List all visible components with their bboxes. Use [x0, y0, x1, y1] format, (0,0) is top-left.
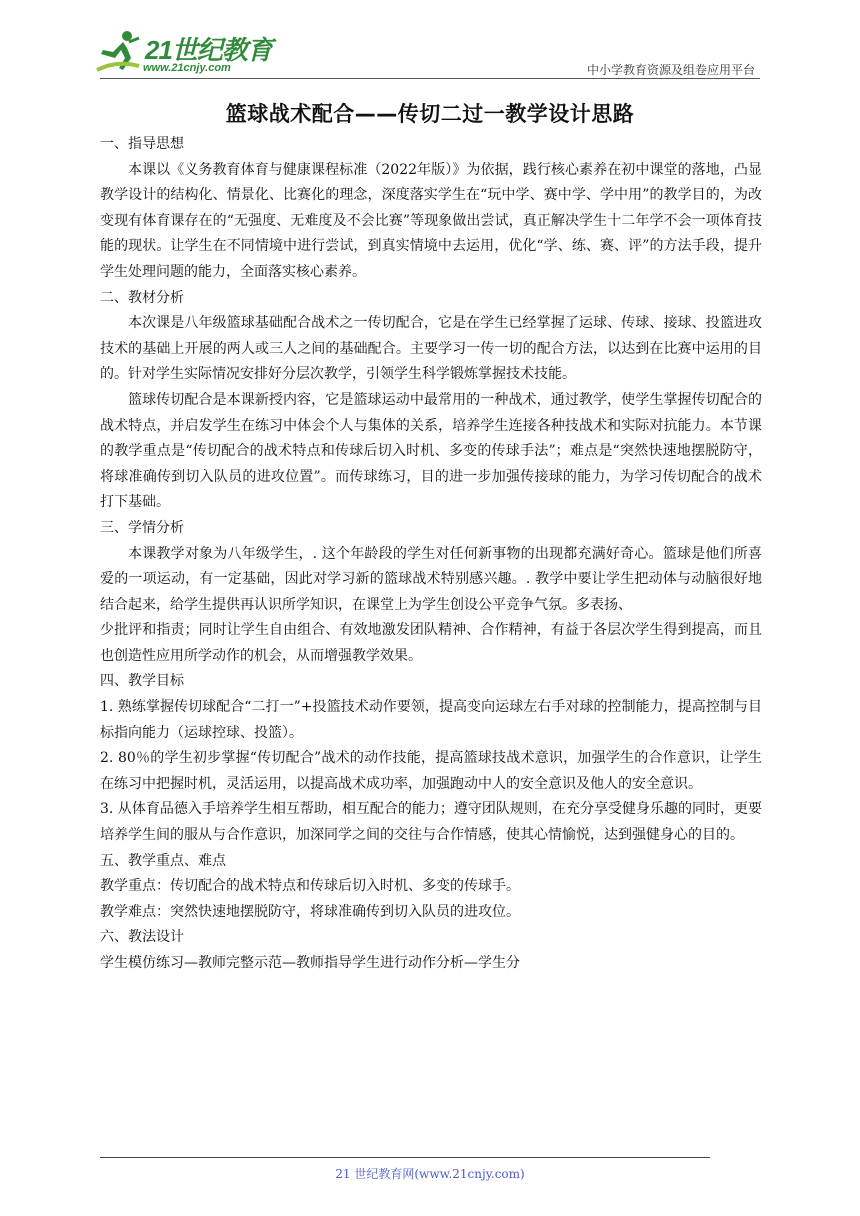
- goal-item: 2. 80％的学生初步掌握“传切配合”战术的动作技能，提高篮球技战术意识，加强学生的合作意识，让学生在练习中把握时机，灵活运用，以提高战术成功率，加强跑动中人的安全意识及他人的安全意识。: [100, 750, 762, 792]
- section-heading: 六、教法设计: [100, 929, 184, 946]
- goal-item: 3. 从体育品德入手培养学生相互帮助，相互配合的能力；遵守团队规则，在充分享受健身乐趣的同时，更要培养学生间的服从与合作意识，加深同学之间的交往与合作情感，使其心情愉悦，达到强健身心的目的。: [100, 801, 762, 844]
- section-heading: 二、教材分析: [100, 289, 184, 306]
- paragraph: 本课教学对象为八年级学生，. 这个年龄段的学生对任何新事物的出现都充满好奇心。篮球是他们所喜爱的一项运动，有一定基础，因此对学习新的篮球战术特别感兴趣。. 教学中要让学生把动体与动脑很好地结合起来，给学生提供再认识所学知识，在课堂上为学生创设公平竞争气氛。多表扬、: [100, 545, 762, 613]
- section-heading: 五、教学重点、难点: [100, 852, 226, 869]
- footer-link[interactable]: 21 世纪教育网(www.21cnjy.com): [335, 1167, 525, 1181]
- goal-item: 1. 熟练掌握传切球配合“二打一”+投篮技术动作要领，提高变向运球左右手对球的控制能力，提高控制与目标指向能力（运球控球、投篮）。: [100, 699, 762, 741]
- logo-text: 21世纪教育: [145, 35, 272, 65]
- section-heading: 三、学情分析: [100, 519, 184, 536]
- site-logo[interactable]: [93, 30, 273, 78]
- section-heading: 一、指导思想: [100, 136, 184, 152]
- footer-divider: [100, 1157, 710, 1158]
- document-body: [100, 132, 762, 977]
- difficult-point: 教学难点：突然快速地摆脱防守，将球准确传到切入队员的进攻位。: [100, 903, 520, 920]
- runner-logo-icon: [93, 30, 143, 74]
- paragraph: 篮球传切配合是本课新授内容，它是篮球运动中最常用的一种战术，通过教学，使学生掌握传切配合的战术特点，并启发学生在练习中体会个人与集体的关系，培养学生连接各种技战术和实际对抗能力。本节课的教学重点是“传切配合的战术特点和传球后切入时机、多变的传球手法”；难点是“突然快速地摆脱防守，将球准确传到切入队员的进攻位置”。而传球练习，目的进一步加强传接球的能力，为学习传切配合的战术打下基础。: [100, 391, 762, 511]
- paragraph: 少批评和指责；同时让学生自由组合、有效地激发团队精神、合作精神，有益于各层次学生得到提高，而且也创造性应用所学动作的机会，从而增强教学效果。: [100, 622, 762, 664]
- key-point: 教学重点：传切配合的战术特点和传球后切入时机、多变的传球手。: [100, 878, 520, 895]
- method-item: 学生模仿练习—教师完整示范—教师指导学生进行动作分析—学生分: [100, 955, 520, 971]
- paragraph: 本次课是八年级篮球基础配合战术之一传切配合，它是在学生已经掌握了运球、传球、接球、投篮进攻技术的基础上开展的两人或三人之间的基础配合。主要学习一传一切的配合方法，以达到在比赛中运用的目的。针对学生实际情况安排好分层次教学，引领学生科学锻炼掌握技术技能。: [100, 315, 762, 383]
- page-header: [0, 0, 860, 80]
- document-title: 篮球战术配合——传切二过一教学设计思路: [225, 102, 635, 126]
- header-divider: [100, 78, 760, 79]
- section-heading: 四、教学目标: [100, 673, 184, 690]
- logo-url: www.21cnjy.com: [143, 62, 231, 74]
- paragraph: 本课以《义务教育体育与健康课程标准（2022年版）》为依据，践行核心素养在初中课堂的落地，凸显教学设计的结构化、情景化、比赛化的理念，深度落实学生在“玩中学、赛中学、学中用”的教学目的，为改变现有体育课存在的“无强度、无难度及不会比赛”等现象做出尝试，真正解决学生十二年学不会一项体育技能的现状。让学生在不同情境中进行尝试，到真实情境中去运用，优化“学、练、赛、评”的方法手段，提升学生处理问题的能力，全面落实核心素养。: [100, 161, 762, 280]
- platform-name: 中小学教育资源及组卷应用平台: [586, 63, 755, 77]
